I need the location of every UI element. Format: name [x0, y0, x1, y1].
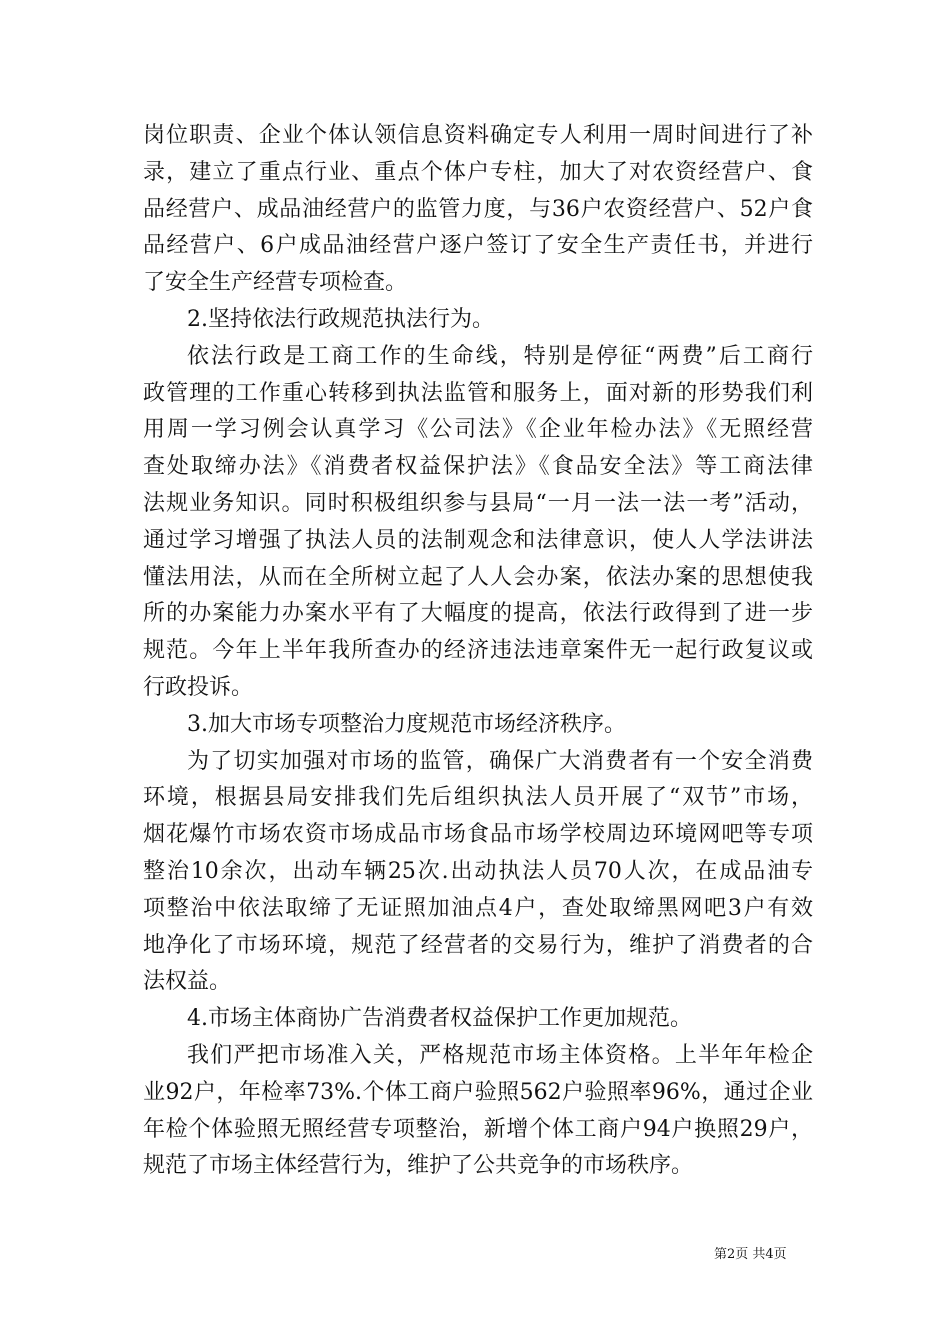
paragraph-line: 项整治中依法取缔了无证照加油点4户，查处取缔黑网吧3户有效 — [143, 895, 813, 921]
paragraph-line: 查处取缔办法》《消费者权益保护法》《食品安全法》等工商法律 — [143, 454, 813, 480]
paragraph-line: 烟花爆竹市场农资市场成品市场食品市场学校周边环境网吧等专项 — [143, 822, 813, 848]
paragraph-line: 了安全生产经营专项检查。 — [143, 270, 408, 296]
paragraph-line: 地净化了市场环境，规范了经营者的交易行为，维护了消费者的合 — [143, 932, 813, 958]
section-heading: 4.市场主体商协广告消费者权益保护工作更加规范。 — [187, 1006, 692, 1032]
paragraph-line: 行政投诉。 — [143, 674, 254, 700]
paragraph-line: 通过学习增强了执法人员的法制观念和法律意识，使人人学法讲法 — [143, 527, 813, 553]
paragraph-line: 法规业务知识。同时积极组织参与县局“一月一法一法一考”活动， — [143, 490, 813, 516]
paragraph-line: 政管理的工作重心转移到执法监管和服务上，面对新的形势我们利 — [143, 380, 813, 406]
paragraph-line: 懂法用法，从而在全所树立起了人人会办案，依法办案的思想使我 — [143, 564, 813, 590]
paragraph-line: 规范。今年上半年我所查办的经济违法违章案件无一起行政复议或 — [143, 638, 813, 664]
paragraph-line: 录，建立了重点行业、重点个体户专柱，加大了对农资经营户、食 — [143, 159, 813, 185]
page-number: 第2页 共4页 — [714, 1247, 787, 1262]
paragraph-line: 整治10余次，出动车辆25次.出动执法人员70人次，在成品油专 — [143, 858, 813, 884]
section-heading: 3.加大市场专项整治力度规范市场经济秩序。 — [187, 711, 626, 737]
paragraph-line: 品经营户、6户成品油经营户逐户签订了安全生产责任书，并进行 — [143, 233, 813, 259]
paragraph-line: 法权益。 — [143, 969, 232, 995]
paragraph-line: 为了切实加强对市场的监管，确保广大消费者有一个安全消费 — [187, 748, 813, 774]
section-heading: 2.坚持依法行政规范执法行为。 — [187, 306, 494, 332]
paragraph-line: 岗位职责、企业个体认领信息资料确定专人利用一周时间进行了补 — [143, 123, 813, 148]
paragraph-line: 依法行政是工商工作的生命线，特别是停征“两费”后工商行 — [187, 343, 813, 369]
paragraph-line: 年检个体验照无照经营专项整治，新增个体工商户94户换照29户， — [143, 1116, 813, 1142]
paragraph-line: 所的办案能力办案水平有了大幅度的提高，依法行政得到了进一步 — [143, 601, 813, 627]
paragraph-line: 业92户，年检率73%.个体工商户验照562户验照率96%，通过企业 — [143, 1079, 813, 1105]
paragraph-line: 用周一学习例会认真学习《公司法》《企业年检办法》《无照经营 — [143, 417, 813, 443]
document-body — [143, 118, 813, 1185]
paragraph-line: 环境，根据县局安排我们先后组织执法人员开展了“双节”市场， — [143, 785, 813, 811]
paragraph-line: 规范了市场主体经营行为，维护了公共竞争的市场秩序。 — [143, 1153, 694, 1179]
paragraph-line: 品经营户、成品油经营户的监管力度，与36户农资经营户、52户食 — [143, 196, 813, 222]
paragraph-line: 我们严把市场准入关，严格规范市场主体资格。上半年年检企 — [187, 1042, 813, 1068]
